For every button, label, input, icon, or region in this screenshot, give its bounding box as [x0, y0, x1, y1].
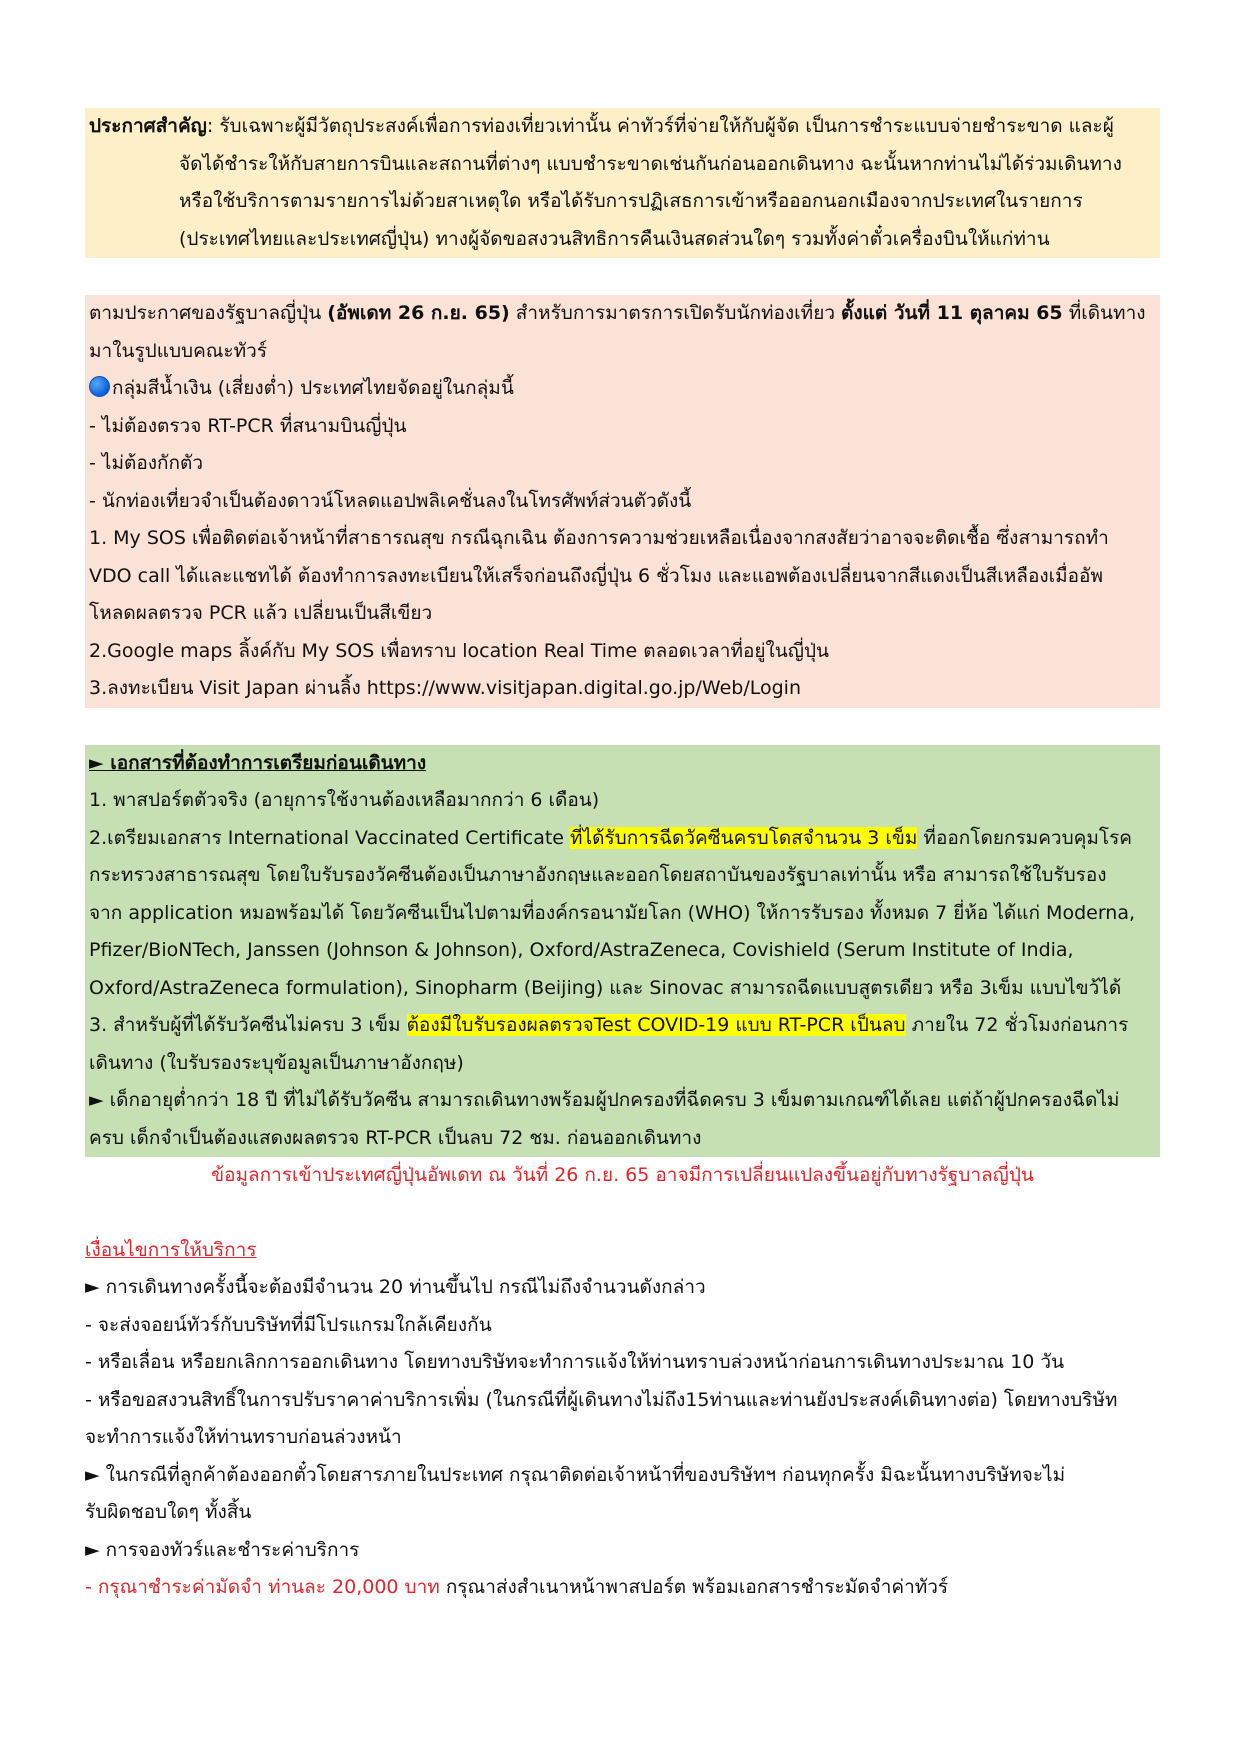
covid-item: - ไม่ต้องกักตัว [89, 452, 204, 474]
vaccine-cert-line-3: จาก application หมอพร้อมได้ โดยวัคซีนเป็นไปตามที่องค์กรอนามัยโลก (WHO) ให้การรับรอง ทั้งหมด 7 ยี่ห้อ ได้แก่ Moderna, [89, 901, 1136, 924]
pcr-line-1: 3. สำหรับผู้ที่ได้รับวัคซีนไม่ครบ 3 เข็ม ต้องมีใบรับรองผลตรวจTest COVID-19 แบบ RT-PCR เป็นลบ ภายใน 72 ชั่วโมงก่อนการ [89, 1014, 1129, 1036]
notice-label: ประกาศสำคัญ [89, 115, 207, 137]
required-documents [85, 745, 1160, 1158]
condition-item: - จะส่งจอยน์ทัวร์กับบริษัทที่มีโปรแกรมใกล้เคียงกัน [85, 1313, 492, 1336]
covid-intro: ตามประกาศของรัฐบาลญี่ปุ่น (อัพเดท 26 ก.ย. 65) สำหรับการมาตรการเปิดรับนักท่องเที่ยว ตั้งแต่ วันที่ 11 ตุลาคม 65 ที่เดินทาง [89, 302, 1146, 324]
notice-line-3: หรือใช้บริการตามรายการไม่ด้วยสาเหตุใด หรือได้รับการปฏิเสธการเข้าหรือออกนอกเมืองจากประเทศในรายการ [179, 190, 1083, 212]
google-maps-line: 2.Google maps ลิ้งค์กับ My SOS เพื่อทราบ location Real Time ตลอดเวลาที่อยู่ในญี่ปุ่น [89, 639, 830, 662]
notice-line-2: จัดได้ชำระให้กับสายการบินและสถานที่ต่างๆ แบบชำระขาดเช่นกันก่อนออกเดินทาง ฉะนั้นหากท่านไม่ได้ร่วมเดินทาง [179, 152, 1122, 175]
document-item: 1. พาสปอร์ตตัวจริง (อายุการใช้งานต้องเหลือมากกว่า 6 เดือน) [89, 789, 600, 811]
covid-intro-line-2: มาในรูปแบบคณะทัวร์ [89, 339, 268, 362]
highlight: ต้องมีใบรับรองผลตรวจTest COVID-19 แบบ RT-PCR เป็นลบ [406, 1014, 906, 1036]
covid-item: - ไม่ต้องตรวจ RT-PCR ที่สนามบินญี่ปุ่น [89, 414, 407, 437]
condition-item: จะทำการแจ้งให้ท่านทราบก่อนล่วงหน้า [85, 1426, 402, 1448]
notice-line-4: (ประเทศไทยและประเทศญี่ปุ่น) ทางผู้จัดขอสงวนสิทธิการคืนเงินสดส่วนใดๆ รวมทั้งค่าตั๋วเครื่องบินให้แก่ท่าน [179, 227, 1050, 250]
important-notice [85, 108, 1160, 258]
condition-item: ► การเดินทางครั้งนี้จะต้องมีจำนวน 20 ท่านขึ้นไป กรณีไม่ถึงจำนวนดังกล่าว [85, 1276, 706, 1298]
visit-japan-line: 3.ลงทะเบียน Visit Japan ผ่านลิ้ง https://www.visitjapan.digital.go.jp/Web/Login [89, 677, 801, 699]
conditions-heading: เงื่อนไขการให้บริการ [85, 1238, 257, 1261]
document-page [85, 108, 1160, 1607]
blue-group-line: กลุ่มสีน้ำเงิน (เสี่ยงต่ำ) ประเทศไทยจัดอยู่ในกลุ่มนี้ [89, 370, 1156, 408]
condition-item: - หรือเลื่อน หรือยกเลิกการออกเดินทาง โดยทางบริษัทจะทำการแจ้งให้ท่านทราบล่วงหน้าก่อนการเดินทางประมาณ 10 วัน [85, 1351, 1065, 1373]
japan-entry-rules [85, 295, 1160, 708]
condition-item: - หรือขอสงวนสิทธิ์ในการปรับราคาค่าบริการเพิ่ม (ในกรณีที่ผู้เดินทางไม่ถึง15ท่านและท่านยังประสงค์เดินทางต่อ) โดยทางบริษัท [85, 1388, 1118, 1411]
service-conditions [85, 1232, 1160, 1607]
condition-item: รับผิดชอบใดๆ ทั้งสิ้น [85, 1501, 252, 1523]
pcr-line-2: เดินทาง (ใบรับรองระบุข้อมูลเป็นภาษาอังกฤษ) [89, 1051, 464, 1074]
blue-circle-icon [89, 376, 110, 397]
condition-item: ► การจองทัวร์และชำระค่าบริการ [85, 1538, 360, 1561]
covid-item: - นักท่องเที่ยวจำเป็นต้องดาวน์โหลดแอปพลิเคชั่นลงในโทรศัพท์ส่วนตัวดังนี้ [89, 489, 692, 512]
vaccine-cert-line-5: Oxford/AstraZeneca formulation), Sinopharm (Beijing) และ Sinovac สามารถฉีดแบบสูตรเดียว หรือ 3เข็ม แบบไขว้ได้ [89, 976, 1122, 999]
vaccine-cert-line-2: กระทรวงสาธารณสุข โดยใบรับรองวัคซีนต้องเป็นภาษาอังกฤษและออกโดยสถาบันของรัฐบาลเท่านั้น หรือ สามารถใช้ใบรับรอง [89, 864, 1107, 886]
notice-line-1: ประกาศสำคัญ: รับเฉพาะผู้มีวัตถุประสงค์เพื่อการท่องเที่ยวเท่านั้น ค่าทัวร์ที่จ่ายให้กับผู้จัด เป็นการชำระแบบจ่ายชำระขาด และผู้ [89, 115, 1114, 137]
deposit-line: - กรุณาชำระค่ามัดจำ ท่านละ 20,000 บาท กรุณาส่งสำเนาหน้าพาสปอร์ต พร้อมเอกสารชำระมัดจำค่าทัวร์ [85, 1576, 949, 1598]
highlight: ที่ได้รับการฉีดวัคซีนครบโดสจำนวน 3 เข็ม [570, 826, 918, 849]
vaccine-cert-line-1: 2.เตรียมเอกสาร International Vaccinated Certificate ที่ได้รับการฉีดวัคซีนครบโดสจำนวน 3 เข็ม ที่ออกโดยกรมควบคุมโรค [89, 826, 1132, 849]
my-sos-line-2: VDO call ได้และแชทได้ ต้องทำการลงทะเบียนให้เสร็จก่อนถึงญี่ปุ่น 6 ชั่วโมง และแอพต้องเปลี่ยนจากสีแดงเป็นสีเหลืองเมื่ออัพ [89, 564, 1103, 587]
documents-heading: ► เอกสารที่ต้องทำการเตรียมก่อนเดินทาง [89, 751, 427, 774]
my-sos-line-3: โหลดผลตรวจ PCR แล้ว เปลี่ยนเป็นสีเขียว [89, 602, 433, 624]
my-sos-line-1: 1. My SOS เพื่อติดต่อเจ้าหน้าที่สาธารณสุข กรณีฉุกเฉิน ต้องการความช่วยเหลือเนื่องจากสงสัยว่าอาจจะติดเชื้อ ซึ่งสามารถทำ [89, 527, 1109, 549]
condition-item: ► ในกรณีที่ลูกค้าต้องออกตั๋วโดยสารภายในประเทศ กรุณาติดต่อเจ้าหน้าที่ของบริษัทฯ ก่อนทุกครั้ง มิฉะนั้นทางบริษัทจะไม่ [85, 1463, 1066, 1486]
vaccine-cert-line-4: Pfizer/BioNTech, Janssen (Johnson & Johnson), Oxford/AstraZeneca, Covishield (Serum Institute of India, [89, 939, 1074, 961]
kids-line-2: ครบ เด็กจำเป็นต้องแสดงผลตรวจ RT-PCR เป็นลบ 72 ชม. ก่อนออกเดินทาง [89, 1126, 702, 1149]
update-note: ข้อมูลการเข้าประเทศญี่ปุ่นอัพเดท ณ วันที่ 26 ก.ย. 65 อาจมีการเปลี่ยนแปลงขึ้นอยู่กับทางรัฐบาลญี่ปุ่น [211, 1164, 1034, 1186]
kids-line-1: ► เด็กอายุต่ำกว่า 18 ปี ที่ไม่ได้รับวัคซีน สามารถเดินทางพร้อมผู้ปกครองที่ฉีดครบ 3 เข็มตามเกณฑ์ได้เลย แต่ถ้าผู้ปกครองฉีดไม่ [89, 1089, 1120, 1111]
